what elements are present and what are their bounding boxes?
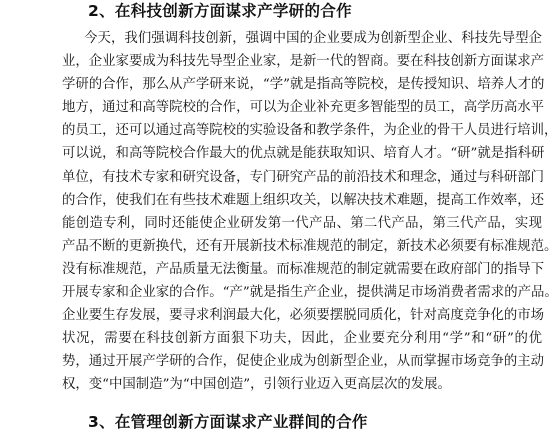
paragraph-line: 能创造专利，同时还能使企业研发第一代产品、第二代产品，第三代产品，实现	[62, 215, 542, 231]
section-2-heading: 2、在科技创新方面谋求产学研的合作	[88, 2, 352, 20]
paragraph-line: 单位，有技术专家和研究设备，专门研究产品的前沿技术和理念，通过与科研部门	[62, 169, 545, 185]
paragraph-line: 没有标准规范，产品质量无法衡量。而标准规范的制定就需要在政府部门的指导下	[62, 261, 545, 277]
paragraph-line: 的员工，还可以通过高等院校的实验设备和教学条件，为企业的骨干人员进行培训，	[62, 123, 558, 139]
section-3-heading: 3、在管理创新方面谋求产业群间的合作	[88, 413, 368, 431]
paragraph-line: 的合作，使我们在有些技术难题上组织攻关，以解决技术难题，提高工作效率，还	[62, 192, 545, 208]
paragraph-line: 产品不断的更新换代，还有开展新技术标准规范的制定，新技术必须要有标准规范。	[62, 238, 558, 254]
paragraph-line: 开展专家和企业家的合作。“产”就是指生产企业，提供满足市场消费者需求的产品。	[62, 285, 558, 301]
paragraph-line: 业，企业家要成为科技先导型企业家，是新一代的智商。要在科技创新方面谋求产	[62, 54, 545, 70]
paragraph-line: 学研的合作，那么从产学研来说，“学”就是指高等院校，是传授知识、培养人才的	[62, 77, 545, 93]
paragraph-line: 权，变“中国制造”为“中国创造”，引领行业迈入更高层次的发展。	[62, 377, 451, 393]
paragraph-line: 势，通过开展产学研的合作，促使企业成为创新型企业，从而掌握市场竞争的主动	[62, 354, 545, 370]
paragraph-line: 可以说，和高等院校合作最大的优点就是能获取知识、培育人才。“研”就是指科研	[62, 146, 545, 162]
paragraph-line: 今天，我们强调科技创新，强调中国的企业要成为创新型企业、科技先导型企	[84, 31, 542, 46]
paragraph-line: 状况，需要在科技创新方面狠下功夫，因此，企业要充分利用“学”和“研”的优	[62, 331, 542, 347]
paragraph-line: 地方，通过和高等院校的合作，可以为企业补充更多智能型的员工，高学历高水平	[62, 100, 545, 116]
section-2-body	[62, 27, 558, 397]
paragraph-line: 企业要生存发展，要寻求利润最大化，必须要摆脱同质化，针对高度竞争化的市场	[62, 308, 545, 324]
